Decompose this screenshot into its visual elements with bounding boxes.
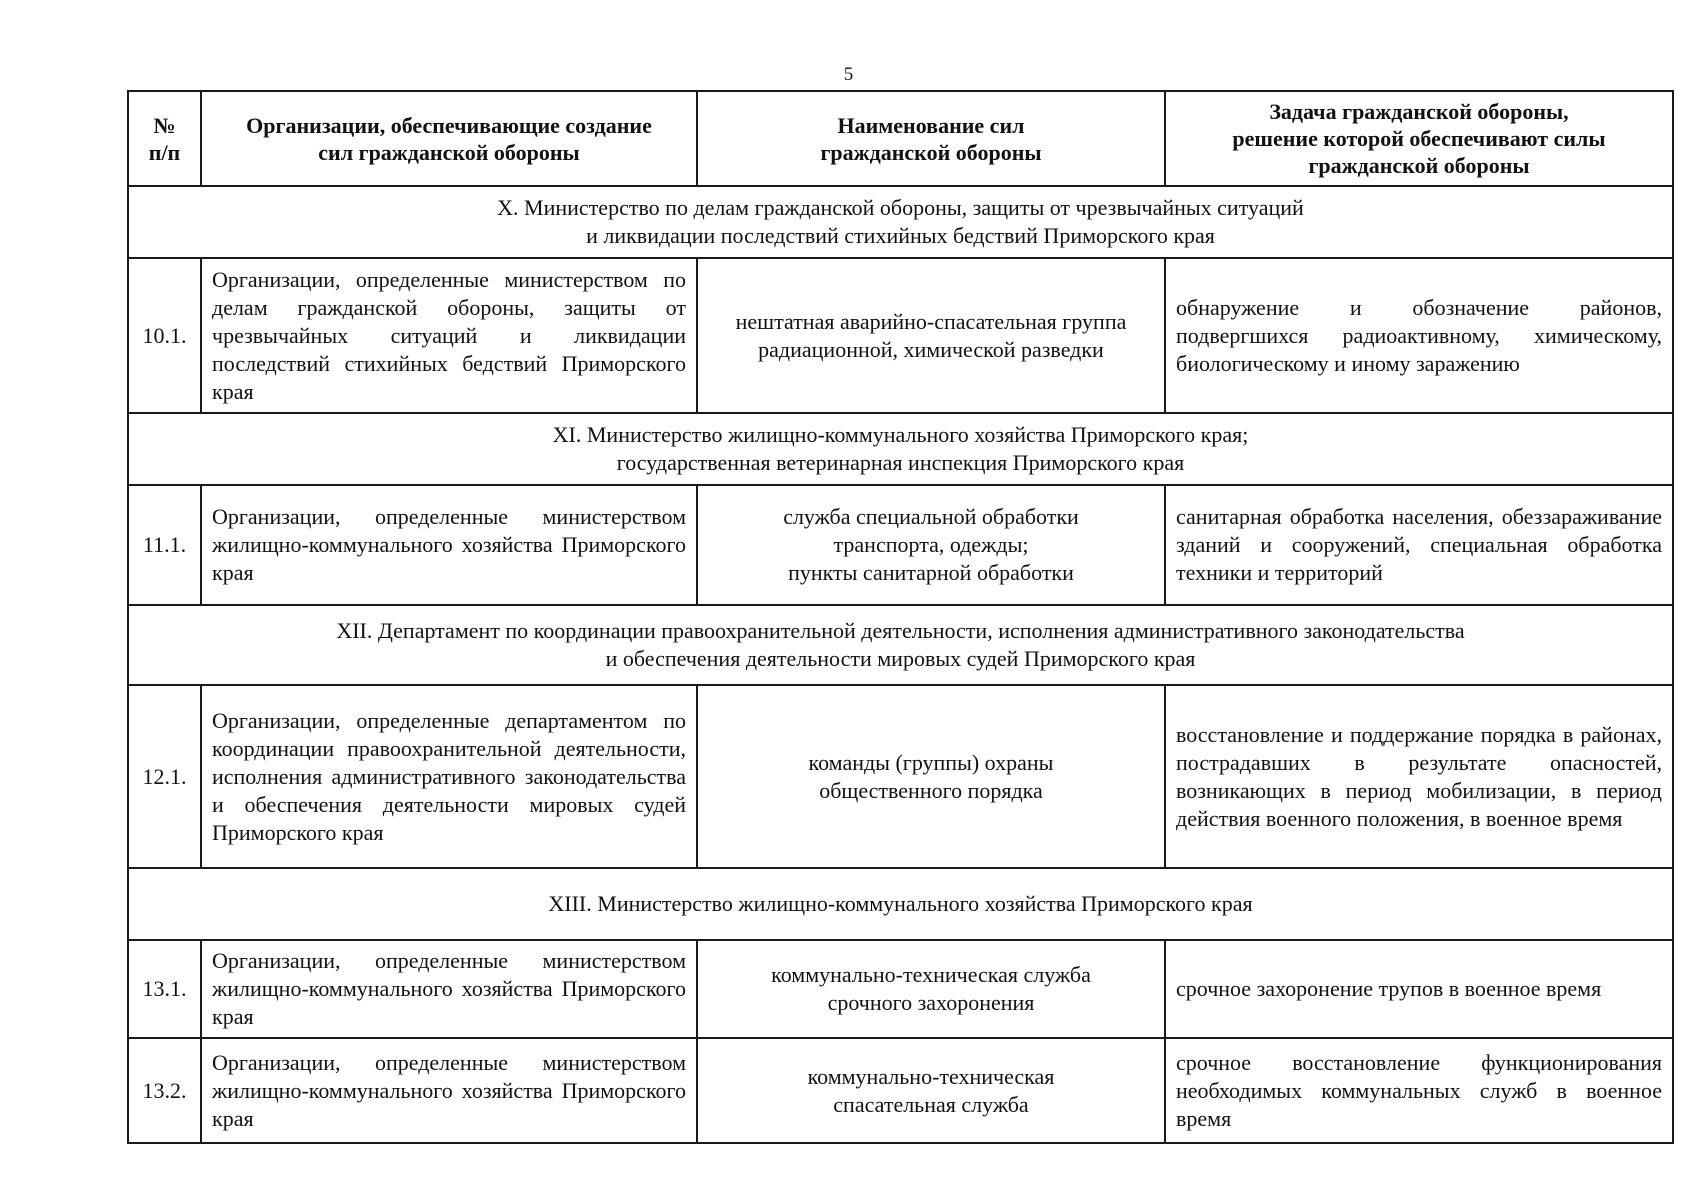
row-number: 11.1. bbox=[128, 485, 201, 605]
section-row bbox=[128, 186, 1673, 258]
table-row bbox=[128, 940, 1673, 1038]
organization-cell: Организации, определенные министерством по делам гражданской обороны, защиты от чрезвычайных ситуаций и ликвидации последствий стихийных бедствий Приморского края bbox=[201, 258, 697, 413]
section-title: X. Министерство по делам гражданской обороны, защиты от чрезвычайных ситуаций и ликвидации последствий стихийных бедствий Приморского края bbox=[128, 186, 1673, 258]
section-title: XII. Департамент по координации правоохранительной деятельности, исполнения административного законодательства и обеспечения деятельности мировых судей Приморского края bbox=[128, 605, 1673, 685]
row-number: 10.1. bbox=[128, 258, 201, 413]
row-number: 13.2. bbox=[128, 1038, 201, 1143]
table-row bbox=[128, 258, 1673, 413]
table-row bbox=[128, 485, 1673, 605]
organization-cell: Организации, определенные департаментом по координации правоохранительной деятельности, исполнения административного законодательства и обеспечения деятельности мировых судей Приморского края bbox=[201, 685, 697, 868]
civil-defense-forces-table bbox=[127, 90, 1674, 1144]
row-number: 13.1. bbox=[128, 940, 201, 1038]
task-cell: срочное восстановление функционирования необходимых коммунальных служб в военное время bbox=[1165, 1038, 1673, 1143]
section-row bbox=[128, 868, 1673, 940]
page-number: 5 bbox=[843, 64, 854, 85]
organization-cell: Организации, определенные министерством жилищно-коммунального хозяйства Приморского края bbox=[201, 485, 697, 605]
header-organizations: Организации, обеспечивающие создание сил гражданской обороны bbox=[201, 91, 697, 186]
table-row bbox=[128, 1038, 1673, 1143]
section-title: XI. Министерство жилищно-коммунального хозяйства Приморского края; государственная ветеринарная инспекция Приморского края bbox=[128, 413, 1673, 485]
force-name-cell: коммунально-техническая служба срочного захоронения bbox=[697, 940, 1165, 1038]
table-row bbox=[128, 685, 1673, 868]
header-row bbox=[128, 91, 1673, 186]
force-name-cell: коммунально-техническая спасательная служба bbox=[697, 1038, 1165, 1143]
task-cell: обнаружение и обозначение районов, подвергшихся радиоактивному, химическому, биологическому и иному заражению bbox=[1165, 258, 1673, 413]
organization-cell: Организации, определенные министерством жилищно-коммунального хозяйства Приморского края bbox=[201, 1038, 697, 1143]
section-row bbox=[128, 605, 1673, 685]
row-number: 12.1. bbox=[128, 685, 201, 868]
force-name-cell: служба специальной обработки транспорта, одежды; пункты санитарной обработки bbox=[697, 485, 1165, 605]
organization-cell: Организации, определенные министерством жилищно-коммунального хозяйства Приморского края bbox=[201, 940, 697, 1038]
task-cell: восстановление и поддержание порядка в районах, пострадавших в результате опасностей, возникающих в период мобилизации, в период действия военного положения, в военное время bbox=[1165, 685, 1673, 868]
header-task: Задача гражданской обороны, решение которой обеспечивают силы гражданской обороны bbox=[1165, 91, 1673, 186]
force-name-cell: нештатная аварийно-спасательная группа радиационной, химической разведки bbox=[697, 258, 1165, 413]
section-title: XIII. Министерство жилищно-коммунального хозяйства Приморского края bbox=[128, 868, 1673, 940]
task-cell: срочное захоронение трупов в военное время bbox=[1165, 940, 1673, 1038]
header-num: № п/п bbox=[128, 91, 201, 186]
task-cell: санитарная обработка населения, обеззараживание зданий и сооружений, специальная обработка техники и территорий bbox=[1165, 485, 1673, 605]
force-name-cell: команды (группы) охраны общественного порядка bbox=[697, 685, 1165, 868]
header-force-name: Наименование сил гражданской обороны bbox=[697, 91, 1165, 186]
section-row bbox=[128, 413, 1673, 485]
